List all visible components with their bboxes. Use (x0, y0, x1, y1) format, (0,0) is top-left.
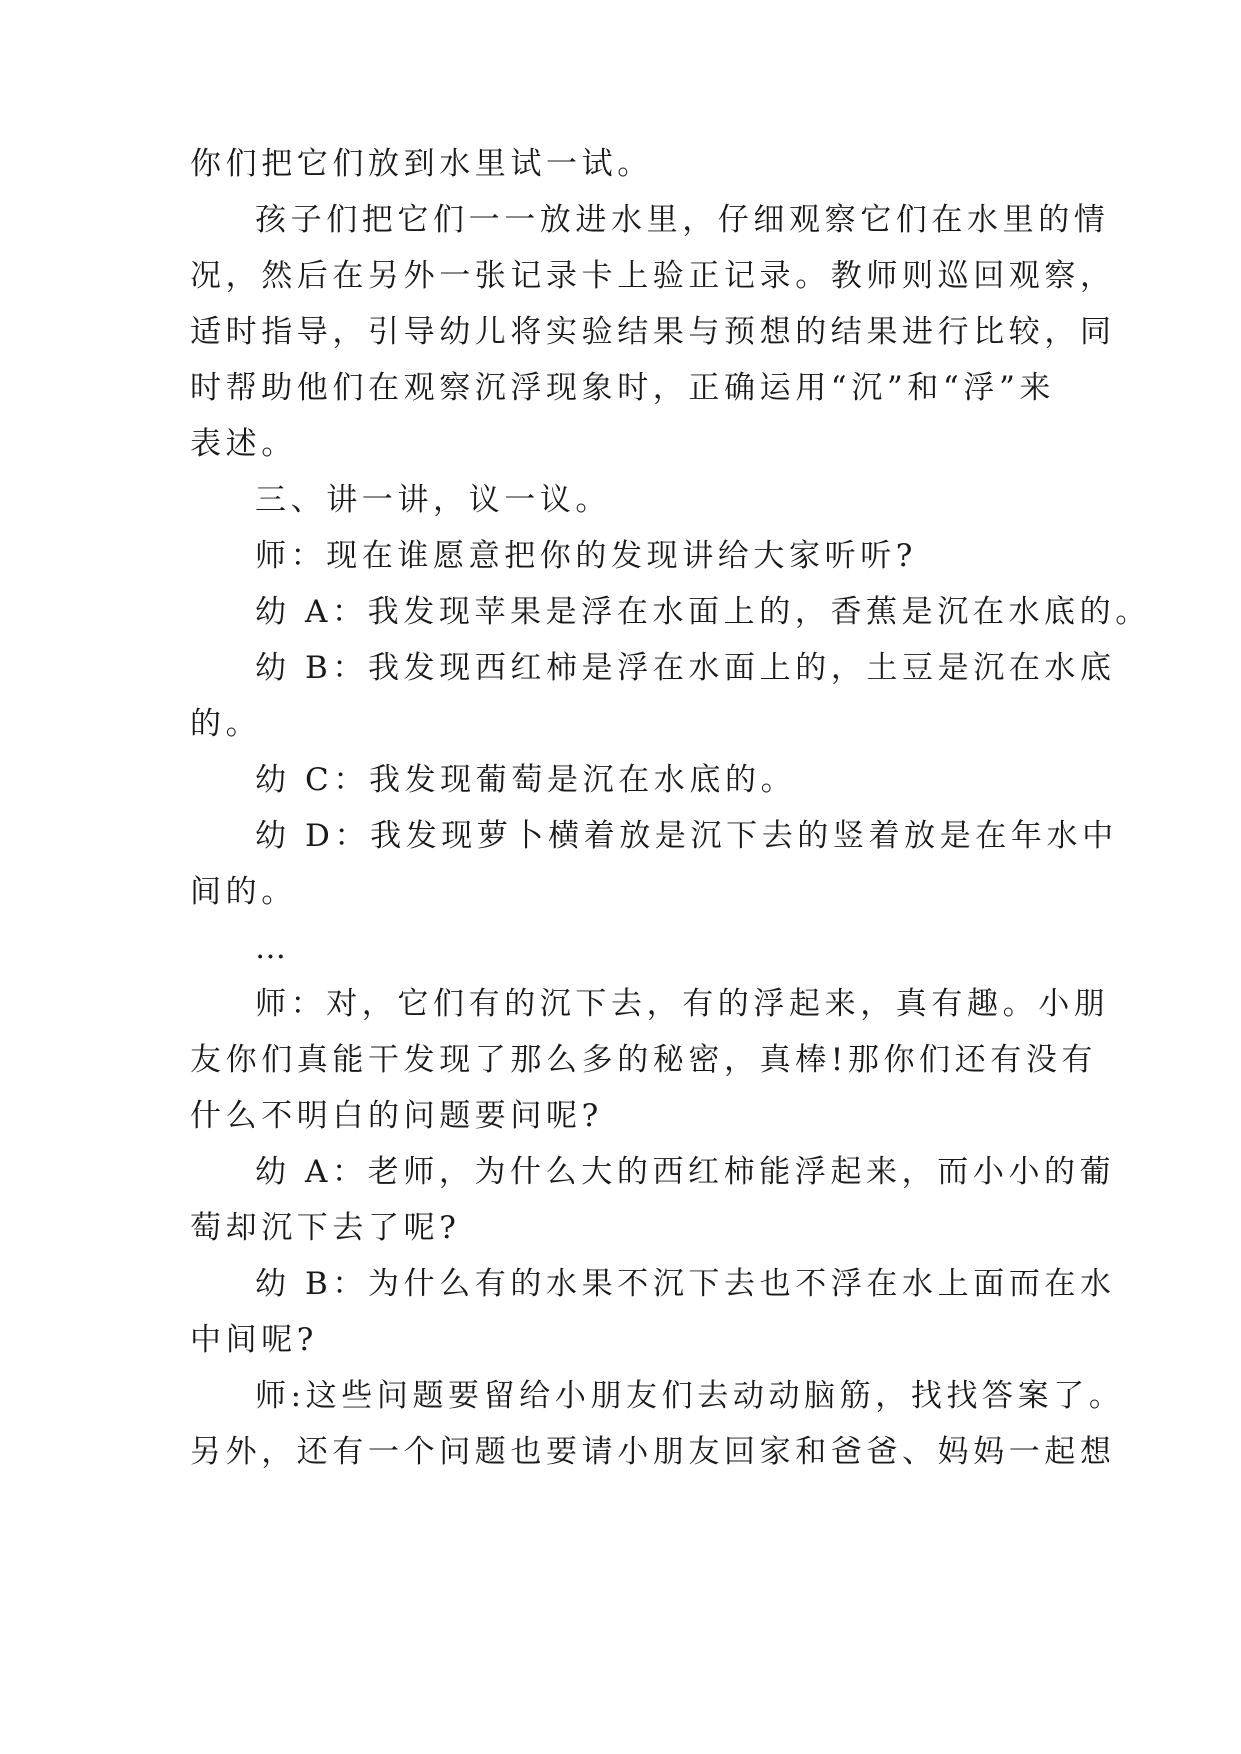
text-line: 的。 (190, 706, 262, 742)
text-line: 你们把它们放到水里试一试。 (190, 146, 653, 182)
text-line: 幼 A：我发现苹果是浮在水面上的，香蕉是沉在水底的。 (255, 594, 1151, 630)
text-line: 师：现在谁愿意把你的发现讲给大家听听? (255, 538, 918, 574)
text-line: 幼 B：我发现西红柿是浮在水面上的，土豆是沉在水底 (255, 650, 1116, 686)
text-line: 适时指导，引导幼儿将实验结果与预想的结果进行比较，同 (190, 314, 1116, 350)
text-line: 时帮助他们在观察沉浮现象时，正确运用“沉”和“浮”来 (190, 370, 1055, 406)
text-line: 表述。 (190, 426, 297, 462)
text-line: 师:这些问题要留给小朋友们去动动脑筋，找找答案了。 (255, 1378, 1125, 1414)
text-line: 幼 A：老师，为什么大的西红柿能浮起来，而小小的葡 (255, 1154, 1116, 1190)
text-line: 萄却沉下去了呢? (190, 1210, 461, 1246)
text-line: 幼 D：我发现萝卜横着放是沉下去的竖着放是在年水中 (255, 818, 1118, 854)
text-line: 幼 B：为什么有的水果不沉下去也不浮在水上面而在水 (255, 1266, 1116, 1302)
text-line: 友你们真能干发现了那么多的秘密，真棒!那你们还有没有 (190, 1042, 1098, 1078)
text-line: 况，然后在另外一张记录卡上验正记录。教师则巡回观察， (190, 258, 1116, 294)
ellipsis-line: … (255, 930, 286, 966)
text-line: 幼 C：我发现葡萄是沉在水底的。 (255, 762, 797, 798)
text-line: 中间呢? (190, 1322, 319, 1358)
text-line: 什么不明白的问题要问呢? (190, 1098, 603, 1134)
text-line: 另外，还有一个问题也要请小朋友回家和爸爸、妈妈一起想 (190, 1434, 1116, 1470)
text-line: 孩子们把它们一一放进水里，仔细观察它们在水里的情 (255, 202, 1110, 238)
section-heading: 三、讲一讲，议一议。 (255, 482, 611, 518)
text-line: 师：对，它们有的沉下去，有的浮起来，真有趣。小朋 (255, 986, 1110, 1022)
text-line: 间的。 (190, 874, 297, 910)
